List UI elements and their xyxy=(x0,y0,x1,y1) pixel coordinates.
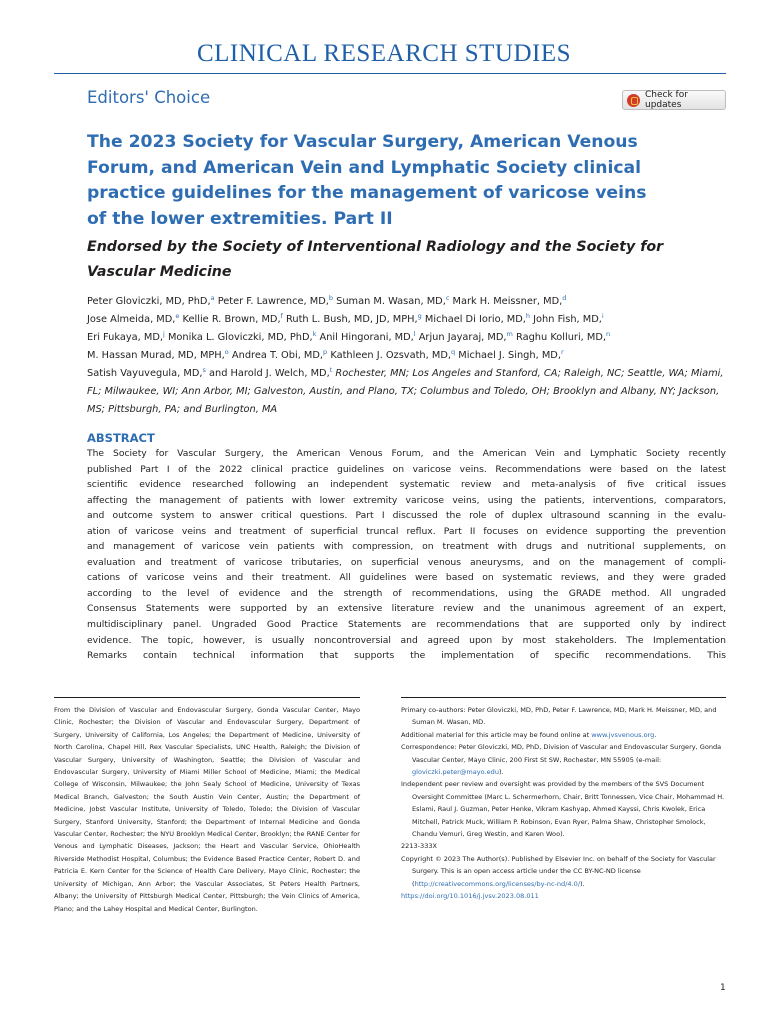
abstract-line: multidisciplinary panel. Ungraded Good Practice Statements are recommendations that are supported only by indirect xyxy=(87,619,726,631)
abstract-line: evaluation and treatment of varicose tributaries, on superficial venous aneurysms, and on the management of compli- xyxy=(87,556,726,568)
abstract-line: ation of varicose veins and treatment of superficial truncal reflux. Part II focuses on evidence supporting the prevention xyxy=(87,525,726,537)
doi-link[interactable]: https://doi.org/10.1016/j.jvsv.2023.08.011 xyxy=(401,892,539,901)
affiliation-marker[interactable]: d xyxy=(562,294,567,302)
copyright-suffix: ). xyxy=(580,879,585,888)
author: Jose Almeida, MD, xyxy=(87,314,176,325)
crossmark-icon xyxy=(627,94,640,107)
abstract-line: Remarks contain technical information that supports the implementation of specific recommendations. This xyxy=(87,650,726,662)
affiliation-marker[interactable]: s xyxy=(202,366,206,374)
abstract-line: evidence. The topic, however, is usually noncontroversial and agreed upon by most stakeholders. The Implementation xyxy=(87,634,726,646)
affiliation-marker[interactable]: a xyxy=(210,294,215,302)
author: Suman M. Wasan, MD, xyxy=(336,296,446,307)
author: Michael J. Singh, MD, xyxy=(458,350,561,361)
article-title: The 2023 Society for Vascular Surgery, American Venous Forum, and American Vein and Lymphatic Society clinical practice guidelines for the management of varicose veins of the lower extremities. Part II xyxy=(87,132,647,229)
author: Arjun Jayaraj, MD, xyxy=(418,332,507,343)
article-notes xyxy=(401,704,726,903)
abstract-body xyxy=(87,446,726,664)
affiliation-marker[interactable]: n xyxy=(606,330,611,338)
check-for-updates-button[interactable] xyxy=(622,90,726,110)
abstract-line: cations of varicose veins and their treatment. All guidelines were based on systematic reviews, and they were graded xyxy=(87,572,726,584)
affiliation-marker[interactable]: g xyxy=(417,312,422,320)
affiliation-marker[interactable]: c xyxy=(445,294,450,302)
author: Peter Gloviczki, MD, PhD, xyxy=(87,296,211,307)
author: Monika L. Gloviczki, MD, PhD, xyxy=(167,332,313,343)
correspondence-text: Correspondence: Peter Gloviczki, MD, PhD, Division of Vascular and Endovascular Surgery, Gonda Vascular Center, Mayo Clinic, 200 First St SW, Rochester, MN 55905 (e-mail: xyxy=(401,743,722,764)
correspondence-note xyxy=(401,741,726,778)
affiliation-marker[interactable]: f xyxy=(280,312,283,320)
author: Eri Fukaya, MD, xyxy=(87,332,164,343)
peer-review-note: Independent peer review and oversight was provided by the members of the SVS Document Oversight Committee (Marc L. Schermerhorn, Chair, Britt Tonnessen, Vice Chair, Mohammad H. Eslami, Raul J. Guzman, Peter Henke, Vikram Kashyap, Ahmed Kayssi, Chris Kwolek, Erica Mitchell, Patrick Muck, William P. Robinson, Evan Ryer, Palma Shaw, Christopher Smolock, Chandu Vemuri, Greg Westin, and Karen Woo). xyxy=(401,780,725,839)
author: and Harold J. Welch, MD, xyxy=(209,368,330,379)
abstract-line: scientific evidence researched following an independent systematic review and meta-analysis of five critical issues xyxy=(87,479,726,491)
author: Peter F. Lawrence, MD, xyxy=(217,296,329,307)
header-divider xyxy=(54,73,726,74)
page-number: 1 xyxy=(720,983,726,993)
author: M. Hassan Murad, MD, MPH, xyxy=(87,350,225,361)
affiliation-marker[interactable]: k xyxy=(312,330,317,338)
affiliation-marker[interactable]: r xyxy=(560,348,564,356)
author: Mark H. Meissner, MD, xyxy=(452,296,563,307)
abstract-heading: ABSTRACT xyxy=(87,431,155,445)
affiliation-marker[interactable]: b xyxy=(328,294,333,302)
abstract-line: The Society for Vascular Surgery, the American Venous Forum, and the American Vein and Lymphatic Society recently xyxy=(87,448,726,459)
author-list xyxy=(87,293,727,419)
article-category: Editors' Choice xyxy=(87,88,211,107)
abstract-line: published Part I of the 2022 clinical practice guidelines on varicose veins. Recommendations were based on the latest xyxy=(87,463,726,475)
affiliation-marker[interactable]: p xyxy=(323,348,328,356)
copyright-note xyxy=(401,853,726,890)
author: Kellie R. Brown, MD, xyxy=(182,314,281,325)
primary-coauthors-note: Primary co-authors: Peter Gloviczki, MD, PhD, Peter F. Lawrence, MD, Mark H. Meissner, MD, and Suman M. Wasan, MD. xyxy=(401,706,717,727)
author: Andrea T. Obi, MD, xyxy=(231,350,324,361)
author: Ruth L. Bush, MD, JD, MPH, xyxy=(286,314,418,325)
affiliation-marker[interactable]: o xyxy=(224,348,229,356)
issn: 2213-333X xyxy=(401,842,438,851)
footnote-divider-right xyxy=(401,697,726,698)
abstract-line: and management of varicose vein patients with compression, on treatment with drugs and nutritional supplements, on xyxy=(87,541,726,553)
affiliation-marker[interactable]: l xyxy=(413,330,416,338)
affiliation-marker[interactable]: t xyxy=(329,366,333,374)
author: Kathleen J. Ozsvath, MD, xyxy=(330,350,451,361)
author: Raghu Kolluri, MD, xyxy=(515,332,607,343)
copyright-text: Copyright © 2023 The Author(s). Published by Elsevier Inc. on behalf of the Society for Vascular Surgery. This is an open access article under the CC BY-NC-ND license ( xyxy=(401,854,716,888)
journal-website-link[interactable]: www.jvsvenous.org xyxy=(591,730,655,739)
affiliation-marker[interactable]: j xyxy=(163,330,165,338)
abstract-line: affecting the management of patients with lower extremity varicose veins, using the patients, interventions, comparators, xyxy=(87,494,726,506)
affiliation-marker[interactable]: h xyxy=(525,312,531,320)
abstract-line: and outcome system to answer critical questions. Part I discussed the role of duplex ultrasound scanning in the evalu- xyxy=(87,510,726,522)
affiliations-footnote: From the Division of Vascular and Endovascular Surgery, Gonda Vascular Center, Mayo Clinic, Rochester; the Division of Vascular and Endovascular Surgery, Department of Surgery, University of California, Los Angeles; the Department of Medicine, University of North Carolina, Chapel Hill, Rex Vascular Specialists, UNC Health, Raleigh; the Division of Vascular Surgery, University of Washington, Seattle; the Division of Vascular and Endovascular Surgery, University of Miami Miller School of Medicine, Miami; the Medical College of Wisconsin, Milwaukee; the John Sealy School of Medicine, University of Texas Medical Branch, Galveston; the South Austin Vein Center, Austin; the Department of Medicine, Jobst Vascular Institute, University of Toledo, Toledo; the Division of Vascular Surgery, Stanford University, Stanford; the Department of Internal Medicine and Gonda Vascular Center, Rochester; the NYU Brooklyn Medical Center, Brooklyn; the RANE Center for Venous and Lymphatic Diseases, Jackson; the Heart and Vascular Service, OhioHealth Riverside Methodist Hospital, Columbus; the Evidence Based Practice Center, Robert D. and Patricia E. Kern Center for the Science of Health Care Delivery, Mayo Clinic, Rochester; the University of Michigan, Ann Arbor; the Vascular Associates, St Peters Health Partners, Albany; the University of Pittsburgh Medical Center, Pittsburgh; the Vein Clinics of America, Plano; and the Lahey Hospital and Medical Center, Burlington. xyxy=(54,706,360,913)
abstract-line: Consensus Statements were supported by an extensive literature review and the unanimous agreement of an expert, xyxy=(87,603,726,615)
additional-material-text: Additional material for this article may be found online at xyxy=(401,730,592,739)
affiliation-marker[interactable]: e xyxy=(175,312,180,320)
author: Michael Di Iorio, MD, xyxy=(424,314,526,325)
journal-section-header: CLINICAL RESEARCH STUDIES xyxy=(196,40,572,67)
article-subtitle: Endorsed by the Society of Interventional Radiology and the Society for Vascular Medicine xyxy=(87,239,664,280)
affiliation-marker[interactable]: m xyxy=(506,330,513,338)
correspondence-email-link[interactable]: gloviczki.peter@mayo.edu xyxy=(412,768,499,777)
correspondence-suffix: ). xyxy=(499,768,504,777)
footnote-divider-left xyxy=(54,697,360,698)
author: John Fish, MD, xyxy=(533,314,602,325)
check-for-updates-label: Check for updates xyxy=(645,90,688,110)
license-link[interactable]: http://creativecommons.org/licenses/by-nc-nd/4.0/ xyxy=(414,879,581,888)
author-locations: Rochester, MN; Los Angeles and Stanford, CA; Raleigh, NC; Seattle, WA; Miami, FL; Milwaukee, WI; Ann Arbor, MI; Galveston, Austin, and Plano, TX; Columbus and Toledo, OH; Brooklyn and Albany, NY; Jackson, MS; Pittsburgh, PA; and Burlington, MA xyxy=(87,368,724,415)
abstract-line: according to the level of evidence and the strength of recommendations, using the GRADE method. All ungraded xyxy=(87,587,726,599)
affiliation-marker[interactable]: q xyxy=(451,348,456,356)
author: Anil Hingorani, MD, xyxy=(319,332,414,343)
affiliation-marker[interactable]: i xyxy=(601,312,604,320)
author: Satish Vayuvegula, MD, xyxy=(87,368,203,379)
additional-material-note: Additional material for this article may be found online at www.jvsvenous.org. xyxy=(401,730,657,739)
